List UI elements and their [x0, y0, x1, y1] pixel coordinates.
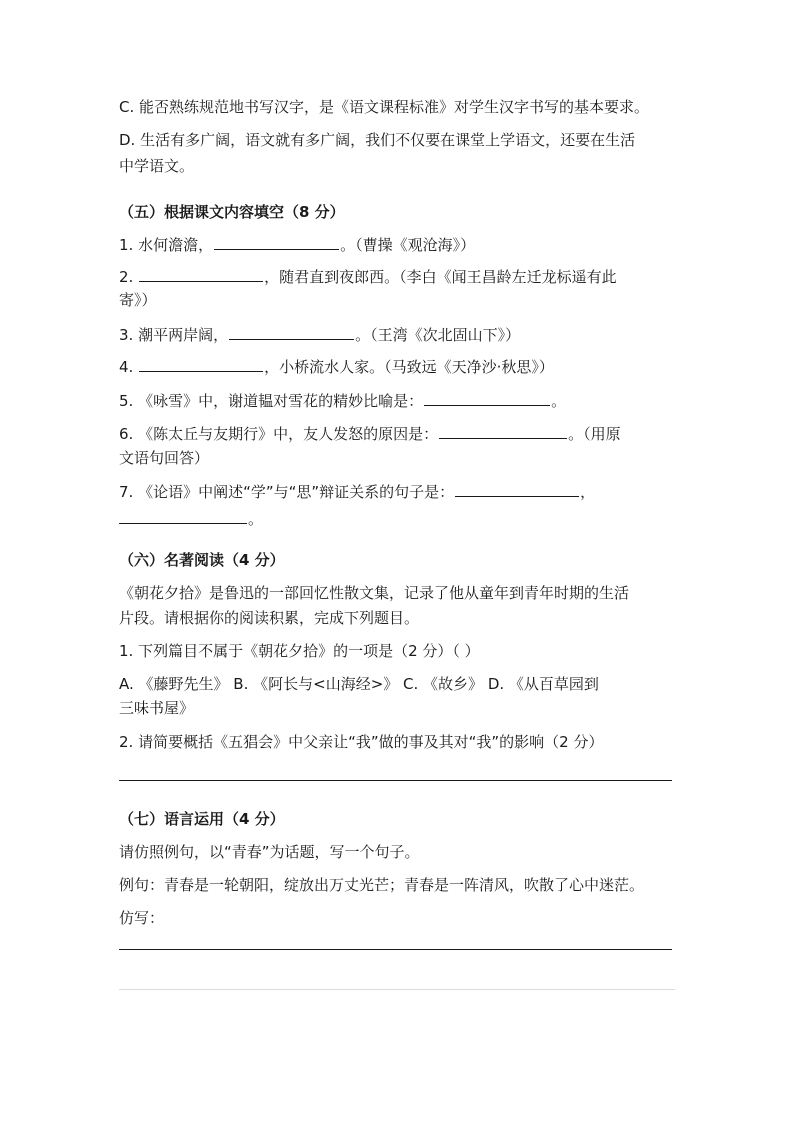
s6-intro-line1: 《朝花夕拾》是鲁迅的一部回忆性散文集，记录了他从童年到青年时期的生活	[119, 584, 630, 602]
s5-q6-text-a: 6. 《陈太丘与友期行》中，友人发怒的原因是：	[119, 425, 439, 443]
s5-q4-text-b: ，小桥流水人家。（马致远《天净沙·秋思》）	[264, 358, 554, 376]
s5-q1-text-a: 1. 水何澹澹，	[119, 236, 214, 254]
s5-q2-line2: 寄》）	[119, 291, 157, 309]
s7-answer-line[interactable]	[119, 949, 672, 950]
s5-q7-line2-text: 。	[248, 510, 264, 528]
s5-q5	[119, 390, 566, 411]
s5-q7-text-a: 7. 《论语》中阐述“学”与“思”辩证关系的句子是：	[119, 483, 455, 501]
s6-q2-answer-line[interactable]	[119, 780, 672, 781]
s5-q3-text-b: 。（王湾《次北固山下》）	[355, 326, 521, 344]
s5-q7	[119, 481, 595, 502]
s5-q4-text-a: 4.	[119, 358, 139, 376]
s5-q2-blank[interactable]	[139, 266, 263, 282]
s6-intro-line2: 片段。请根据你的阅读积累，完成下列题目。	[119, 609, 420, 627]
s5-q6	[119, 423, 621, 444]
s5-q6-blank[interactable]	[439, 423, 567, 439]
s5-q3-blank[interactable]	[229, 324, 354, 340]
s5-q3	[119, 324, 520, 345]
s6-q1-options-line1: A. 《藤野先生》 B. 《阿长与<山海经>》 C. 《故乡》 D. 《从百草园到	[119, 675, 599, 693]
s5-q7-blank-2[interactable]	[119, 508, 247, 524]
section5-heading: （五）根据课文内容填空（8 分）	[119, 203, 345, 221]
s5-q2-text-b: ，随君直到夜郎西。（李白《闻王昌龄左迁龙标遥有此	[264, 268, 617, 286]
option-d-line2: 中学语文。	[119, 157, 195, 175]
s6-q1: 1. 下列篇目不属于《朝花夕拾》的一项是（2 分）（ ）	[119, 642, 480, 660]
s5-q2	[119, 266, 617, 287]
s5-q6-line2: 文语句回答）	[119, 449, 210, 467]
s5-q1-blank[interactable]	[214, 234, 339, 250]
s7-instruction: 请仿照例句，以“青春”为话题，写一个句子。	[119, 843, 420, 861]
s5-q1-text-b: 。（曹操《观沧海》）	[340, 236, 476, 254]
s5-q1	[119, 234, 475, 255]
section7-heading: （七）语言运用（4 分）	[119, 810, 285, 828]
s5-q4	[119, 356, 554, 377]
s5-q7-blank-1[interactable]	[455, 481, 579, 497]
s5-q3-text-a: 3. 潮平两岸阔，	[119, 326, 229, 344]
s5-q7-text-b: ，	[580, 483, 596, 501]
s5-q5-text-a: 5. 《咏雪》中，谢道韫对雪花的精妙比喻是：	[119, 392, 424, 410]
option-d-line1: D. 生活有多广阔，语文就有多广阔，我们不仅要在课堂上学语文，还要在生活	[119, 131, 636, 149]
s7-example: 例句：青春是一轮朝阳，绽放出万丈光芒；青春是一阵清风，吹散了心中迷茫。	[119, 876, 645, 894]
s5-q5-text-b: 。	[551, 392, 567, 410]
s5-q2-text-a: 2.	[119, 268, 139, 286]
s5-q5-blank[interactable]	[424, 390, 550, 406]
s6-q2: 2. 请简要概括《五猖会》中父亲让“我”做的事及其对“我”的影响（2 分）	[119, 733, 604, 751]
page-footer-divider	[119, 989, 675, 990]
s5-q6-text-b: 。（用原	[568, 425, 621, 443]
s5-q7-line2	[119, 508, 263, 529]
section6-heading: （六）名著阅读（4 分）	[119, 551, 285, 569]
s6-q1-options-line2: 三味书屋》	[119, 699, 195, 717]
s5-q4-blank[interactable]	[139, 356, 263, 372]
s7-imitate-label: 仿写：	[119, 909, 165, 927]
option-c: C. 能否熟练规范地书写汉字，是《语文课程标准》对学生汉字书写的基本要求。	[119, 98, 650, 116]
